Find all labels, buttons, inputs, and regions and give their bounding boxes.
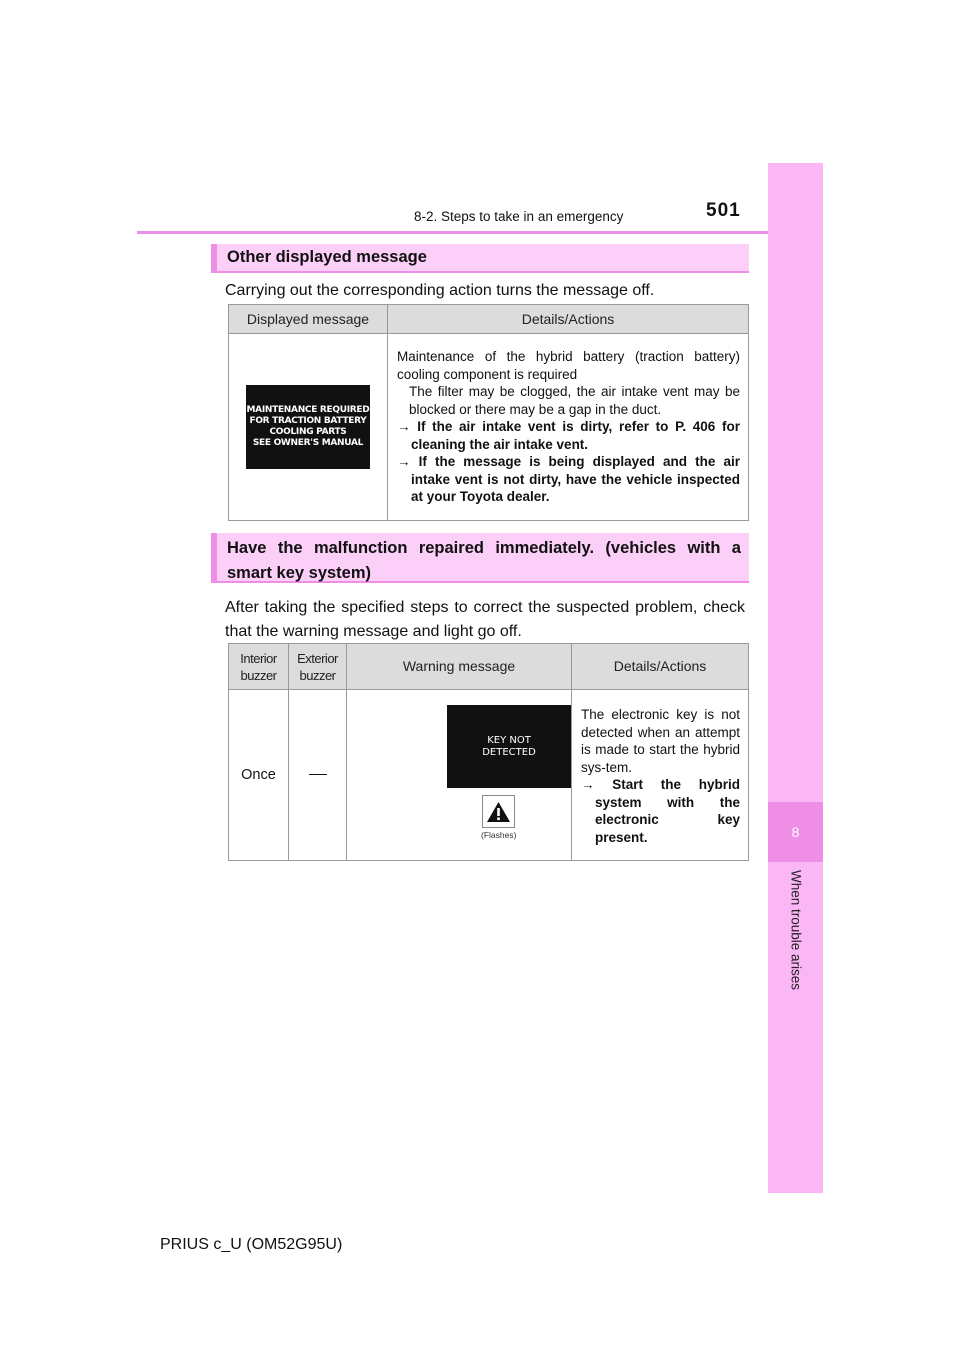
column-header-details: Details/Actions (388, 305, 749, 334)
detail-main: Maintenance of the hybrid battery (traction battery) cooling component is required (397, 349, 740, 382)
action-item: → Start the hybrid system with the electronic key present. (581, 777, 740, 845)
display-line: MAINTENANCE REQUIRED (246, 405, 370, 415)
display-line: COOLING PARTS (269, 427, 347, 437)
displayed-message-table (228, 304, 749, 521)
column-header-details: Details/Actions (572, 644, 749, 690)
warning-message-table (228, 643, 749, 861)
arrow-icon: → (397, 454, 419, 470)
display-cell (229, 334, 388, 521)
section-heading-repair: Have the malfunction repaired immediately. (vehicles with a smart key system) (211, 533, 749, 583)
warning-triangle-icon (482, 795, 515, 828)
maintenance-display-image (246, 385, 370, 469)
display-line: DETECTED (482, 746, 536, 758)
exterior-buzzer-cell (289, 690, 347, 861)
section-heading-other-message: Other displayed message (211, 244, 749, 273)
chapter-side-tab (768, 163, 823, 1193)
manual-footer: PRIUS c_U (OM52G95U) (160, 1236, 343, 1253)
details-cell (572, 690, 749, 861)
section-intro-text: After taking the specified steps to correct the suspected problem, check that the warning message and light go off. (225, 599, 745, 640)
table-row (229, 334, 749, 521)
display-line: SEE OWNER'S MANUAL (252, 438, 364, 448)
chapter-number: 8 (768, 802, 823, 862)
column-header-warning-message: Warning message (347, 644, 572, 690)
chapter-title: When trouble arises (788, 869, 804, 991)
flashes-caption: (Flashes) (481, 830, 517, 840)
detail-note: The filter may be clogged, the air intake vent may be blocked or there may be a gap in the duct. (409, 384, 740, 417)
details-cell (388, 334, 749, 521)
table-row (229, 690, 749, 861)
display-line: KEY NOT (487, 734, 531, 746)
dash-mark (309, 774, 327, 775)
warning-message-cell (347, 690, 572, 861)
detail-main: The electronic key is not detected when an attempt is made to start the hybrid sys-tem. (581, 707, 740, 775)
key-not-detected-display (447, 705, 571, 788)
section-title: 8-2. Steps to take in an emergency (414, 209, 624, 224)
action-item: → If the air intake vent is dirty, refer to P. 406 for cleaning the air intake vent. (397, 419, 740, 452)
arrow-icon: → (581, 777, 613, 792)
action-item: → If the message is being displayed and the air intake vent is not dirty, have the vehicle inspected at your Toyota dealer. (397, 454, 740, 505)
arrow-icon: → (397, 419, 418, 435)
column-header-displayed-message: Displayed message (229, 305, 388, 334)
section-intro-text: Carrying out the corresponding action turns the message off. (225, 282, 655, 299)
page-number: 501 (706, 200, 741, 221)
interior-buzzer-cell: Once (229, 690, 289, 861)
header-rule (137, 231, 823, 234)
column-header-exterior-buzzer: Exterior buzzer (289, 644, 347, 690)
display-line: FOR TRACTION BATTERY (249, 416, 367, 426)
column-header-interior-buzzer: Interior buzzer (229, 644, 289, 690)
